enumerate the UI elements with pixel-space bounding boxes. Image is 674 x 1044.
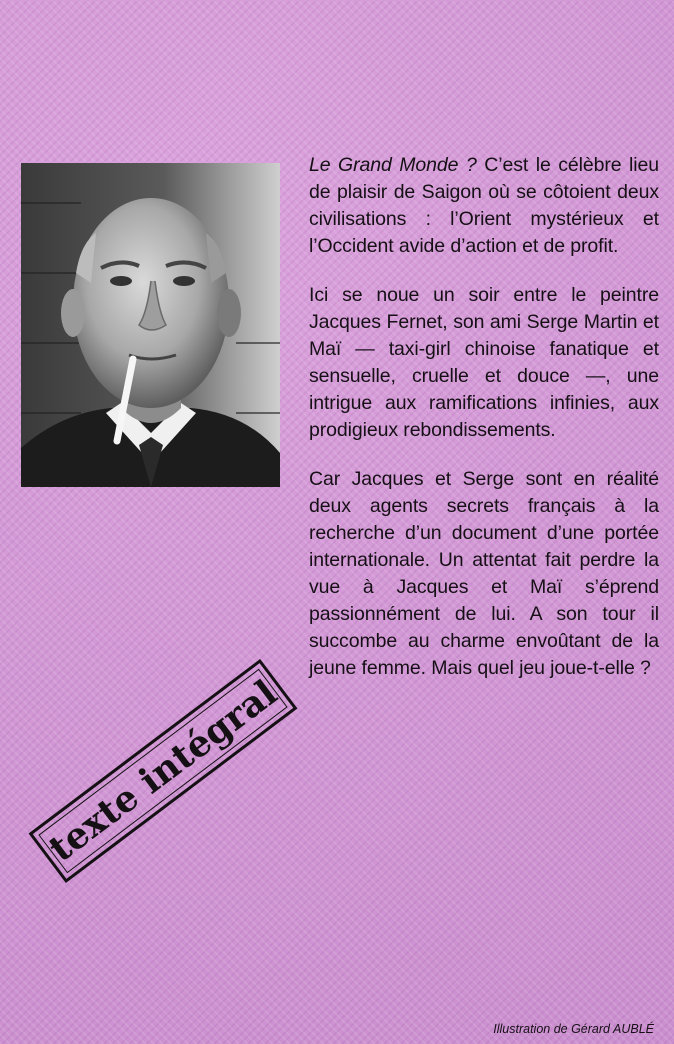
blurb-paragraph-1: [309, 152, 659, 260]
author-photo: [21, 163, 280, 487]
blurb-paragraph-2: Ici se noue un soir entre le peintre Jacques Fernet, son ami Serge Martin et Maï — taxi-girl chinoise fanatique et sensuelle, cruelle et douce —, une intrigue aux ramifications infinies, aux prodigieux rebondissements.: [309, 284, 659, 441]
blurb-paragraph-3: Car Jacques et Serge sont en réalité deux agents secrets français à la recherche d’un document d’une portée internationale. Un attentat fait perdre la vue à Jacques et Maï s’éprend passionnément de lui. A son tour il succombe au charme envoûtant de la jeune femme. Mais quel jeu joue-t-elle ?: [309, 468, 659, 679]
author-portrait-image: [21, 163, 280, 487]
texte-integral-stamp: [29, 659, 298, 883]
stamp-label: texte intégral: [41, 671, 285, 871]
back-cover-blurb: [309, 152, 659, 704]
blurb-paragraph-1-text: C’est le célèbre lieu de plaisir de Saigon où se côtoient deux civilisations : l’Orient mystérieux et l’Occident avide d’action et de profit.: [309, 154, 659, 257]
illustration-credit: Illustration de Gérard AUBLÉ: [493, 1022, 654, 1036]
book-title-inline: Le Grand Monde ?: [309, 154, 477, 176]
